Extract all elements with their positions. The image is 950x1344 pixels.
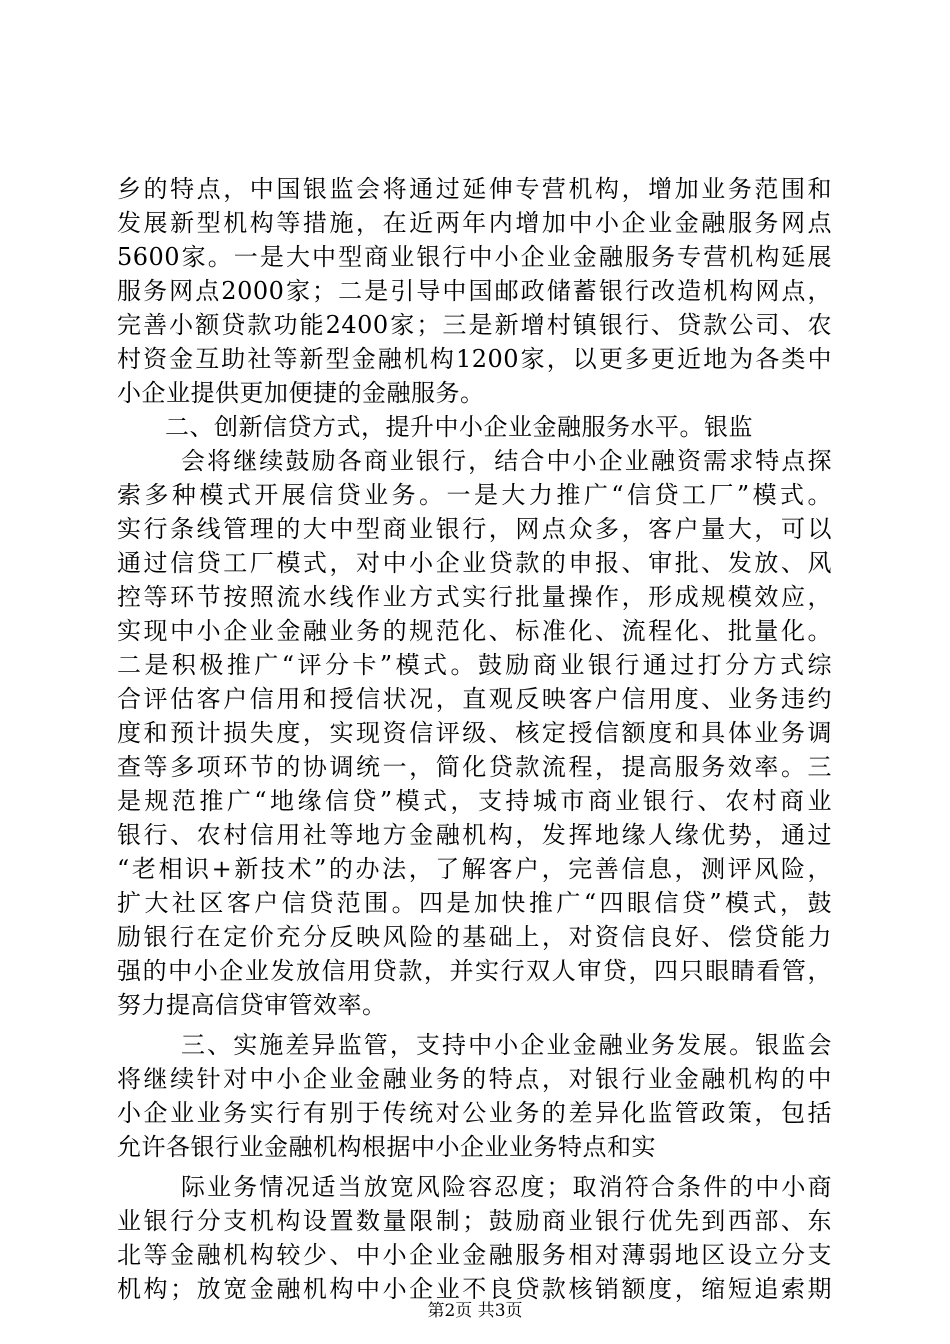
text-line: 合评估客户信用和授信状况，直观反映客户信用度、业务违约 bbox=[117, 685, 832, 713]
text-line: 银行、农村信用社等地方金融机构，发挥地缘人缘优势，通过 bbox=[117, 821, 832, 849]
text-line: 允许各银行业金融机构根据中小企业业务特点和实 bbox=[117, 1133, 656, 1161]
text-line: 控等环节按照流水线作业方式实行批量操作，形成规模效应， bbox=[117, 583, 832, 611]
text-line: 完善小额贷款功能2400家；三是新增村镇银行、贷款公司、农 bbox=[117, 311, 832, 339]
text-line: 服务网点2000家；二是引导中国邮政储蓄银行改造机构网点， bbox=[117, 277, 832, 305]
text-line: 实现中小企业金融业务的规范化、标准化、流程化、批量化。 bbox=[117, 617, 832, 645]
text-line: 度和预计损失度，实现资信评级、核定授信额度和具体业务调 bbox=[117, 719, 832, 747]
text-line: 查等多项环节的协调统一，简化贷款流程，提高服务效率。三 bbox=[117, 753, 832, 781]
text-line: 强的中小企业发放信用贷款，并实行双人审贷，四只眼睛看管， bbox=[117, 957, 832, 985]
text-line: 通过信贷工厂模式，对中小企业贷款的申报、审批、发放、风 bbox=[117, 549, 832, 577]
text-line: 二是积极推广“评分卡”模式。鼓励商业银行通过打分方式综 bbox=[117, 651, 832, 679]
text-line: 机构；放宽金融机构中小企业不良贷款核销额度，缩短追索期 bbox=[117, 1275, 832, 1303]
document-body bbox=[117, 172, 832, 1306]
text-line: 索多种模式开展信贷业务。一是大力推广“信贷工厂”模式。 bbox=[117, 481, 832, 509]
text-line: 小企业业务实行有别于传统对公业务的差异化监管政策，包括 bbox=[117, 1099, 832, 1127]
text-line: “老相识+新技术”的办法，了解客户，完善信息，测评风险， bbox=[117, 855, 832, 883]
text-line: 会将继续鼓励各商业银行，结合中小企业融资需求特点探 bbox=[181, 447, 832, 475]
text-line: 实行条线管理的大中型商业银行，网点众多，客户量大，可以 bbox=[117, 515, 832, 543]
text-line: 北等金融机构较少、中小企业金融服务相对薄弱地区设立分支 bbox=[117, 1241, 832, 1269]
text-line: 励银行在定价充分反映风险的基础上，对资信良好、偿贷能力 bbox=[117, 923, 832, 951]
text-line: 将继续针对中小企业金融业务的特点，对银行业金融机构的中 bbox=[117, 1065, 832, 1093]
text-line: 小企业提供更加便捷的金融服务。 bbox=[117, 379, 485, 407]
section-heading-line: 二、创新信贷方式，提升中小企业金融服务水平。银监 bbox=[165, 413, 753, 441]
section-heading-line: 三、实施差异监管，支持中小企业金融业务发展。银监会 bbox=[181, 1031, 832, 1059]
text-line: 业银行分支机构设置数量限制；鼓励商业银行优先到西部、东 bbox=[117, 1207, 832, 1235]
text-line: 扩大社区客户信贷范围。四是加快推广“四眼信贷”模式，鼓 bbox=[117, 889, 832, 917]
text-line: 5600家。一是大中型商业银行中小企业金融服务专营机构延展 bbox=[117, 243, 832, 271]
text-line: 发展新型机构等措施，在近两年内增加中小企业金融服务网点 bbox=[117, 209, 832, 237]
text-line: 村资金互助社等新型金融机构1200家，以更多更近地为各类中 bbox=[117, 345, 832, 373]
text-line: 乡的特点，中国银监会将通过延伸专营机构，增加业务范围和 bbox=[117, 175, 832, 203]
text-line: 际业务情况适当放宽风险容忍度；取消符合条件的中小商 bbox=[181, 1173, 832, 1201]
text-line: 是规范推广“地缘信贷”模式，支持城市商业银行、农村商业 bbox=[117, 787, 832, 815]
text-line: 努力提高信贷审管效率。 bbox=[117, 991, 387, 1019]
page-number-footer: 第2页 共3页 bbox=[427, 1301, 523, 1321]
